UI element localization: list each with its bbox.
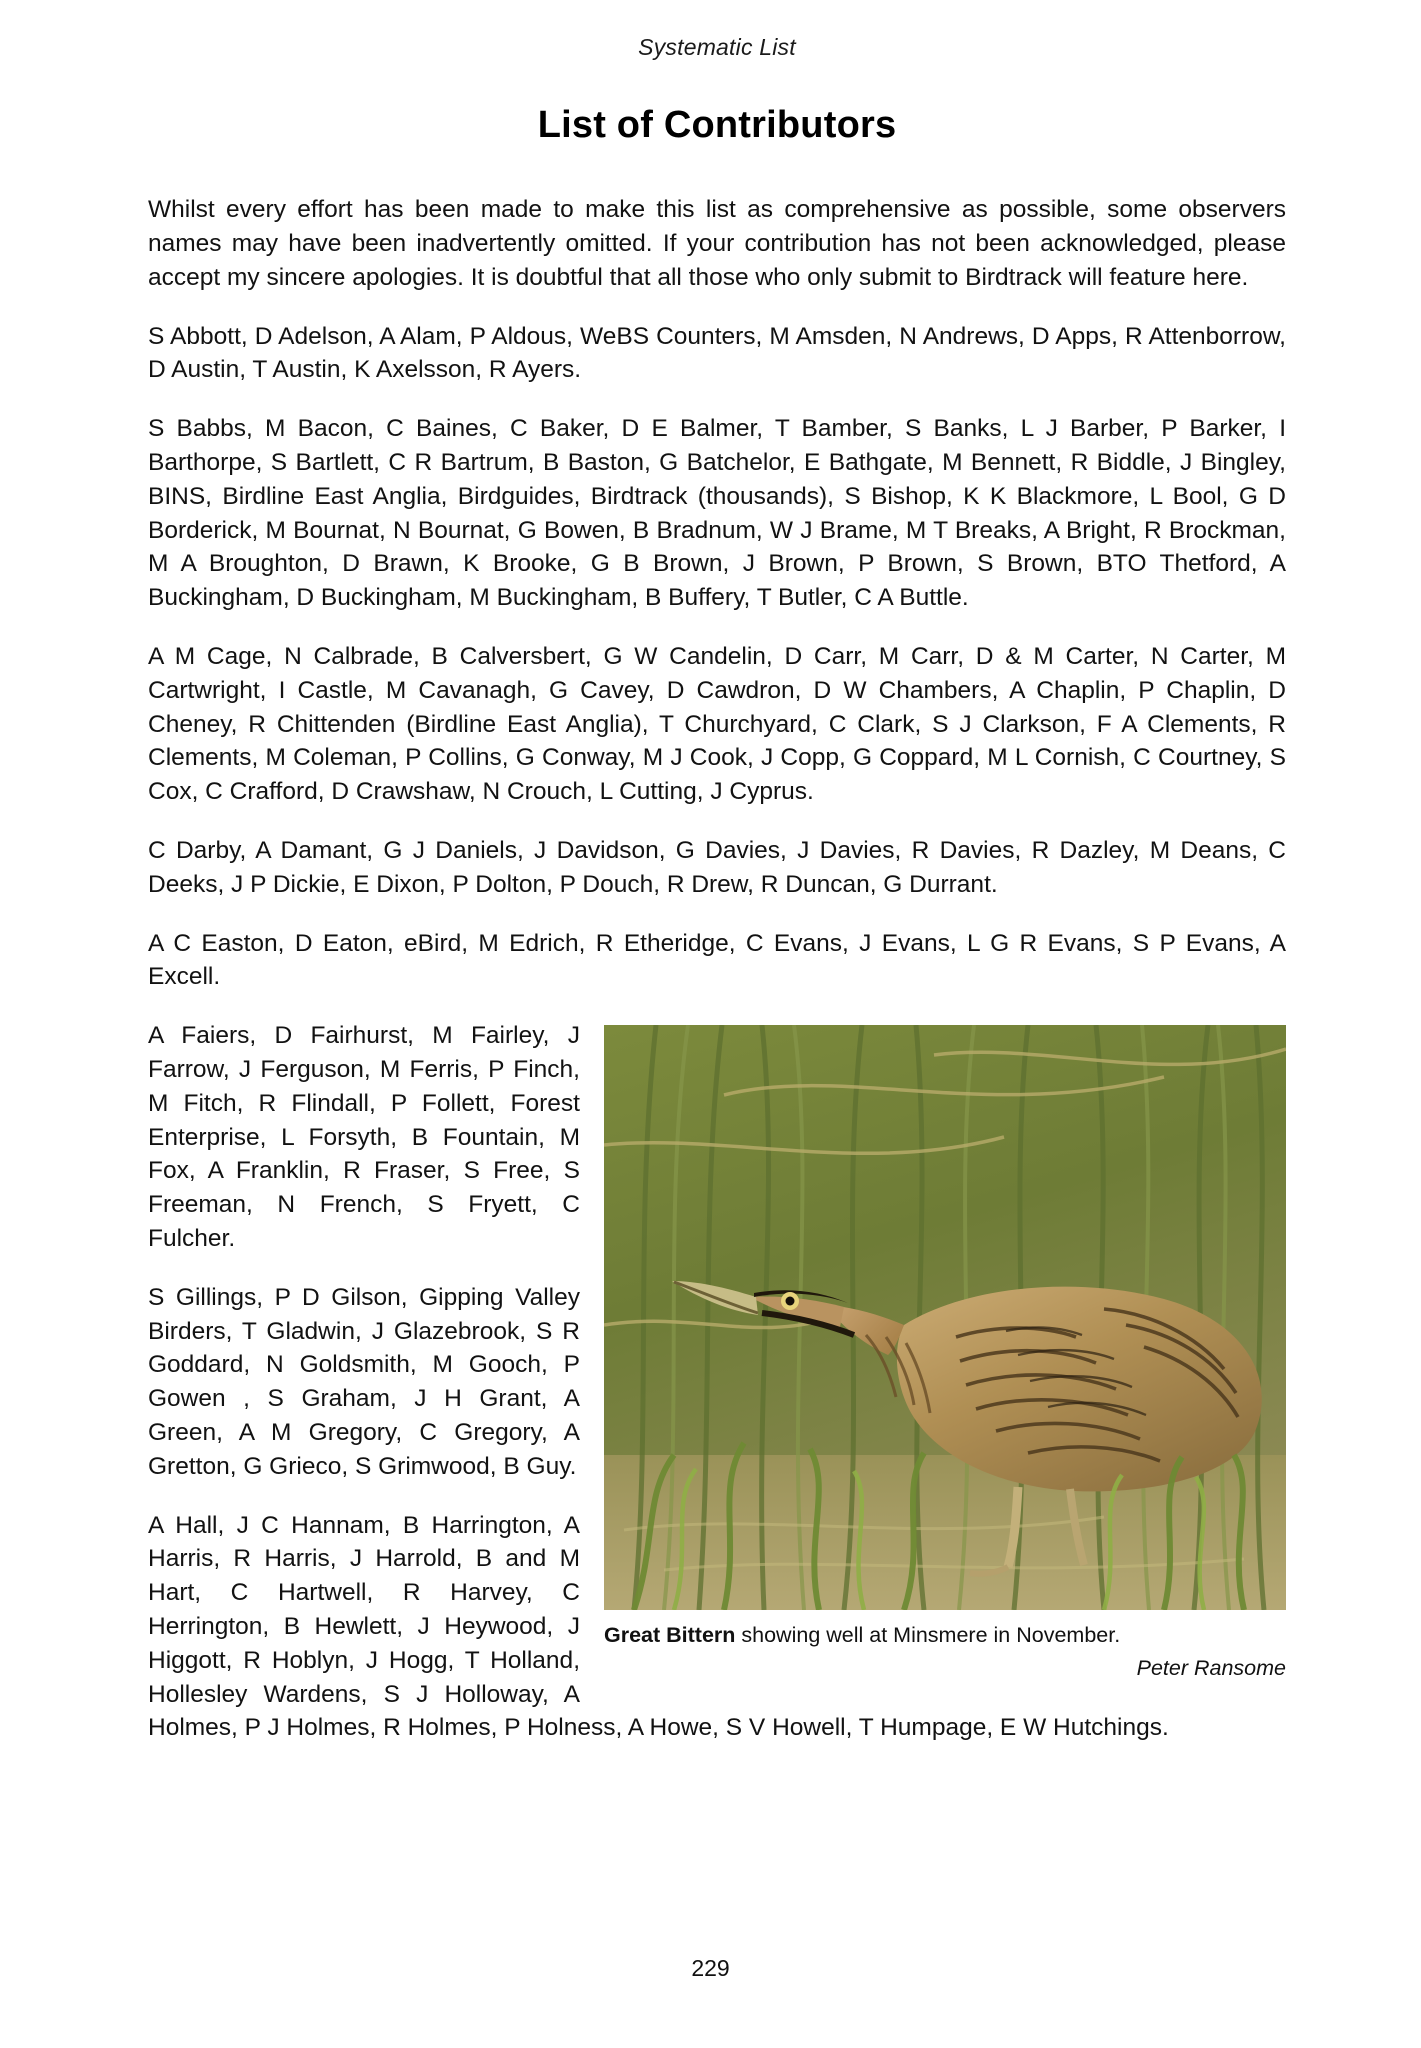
figure-caption-text: showing well at Minsmere in November.	[735, 1623, 1121, 1648]
figure-photo-credit: Peter Ransome	[1136, 1656, 1286, 1681]
intro-paragraph: Whilst every effort has been made to make this list as comprehensive as possible, some observers names may have been inadvertently omitted. If your contribution has not been acknowledged, please accept my sincere apologies. It is doubtful that all those who only submit to Birdtrack will feature here.	[148, 196, 1286, 291]
contributors-paragraph-b: S Babbs, M Bacon, C Baines, C Baker, D E Balmer, T Bamber, S Banks, L J Barber, P Barker, I Barthorpe, S Bartlett, C R Bartrum, B Baston, G Batchelor, E Bathgate, M Bennett, R Biddle, J Bingley, BINS, Birdline East Anglia, Birdguides, Birdtrack (thousands), S Bishop, K K Blackmore, L Bool, G D Borderick, M Bournat, N Bournat, G Bowen, B Bradnum, W J Brame, M T Breaks, A Bright, R Brockman, M A Broughton, D Brawn, K Brooke, G B Brown, J Brown, P Brown, S Brown, BTO Thetford, A Buckingham, D Buckingham, M Buckingham, B Buffery, T Butler, C A Buttle.	[148, 415, 1286, 612]
contributors-paragraph-d: C Darby, A Damant, G J Daniels, J Davidson, G Davies, J Davies, R Davies, R Dazley, M Deans, C Deeks, J P Dickie, E Dixon, P Dolton, P Douch, R Drew, R Duncan, G Durrant.	[148, 837, 1286, 898]
contributors-paragraph-f: A Faiers, D Fairhurst, M Fairley, J Farrow, J Ferguson, M Ferris, P Finch, M Fitch, R Flindall, P Follett, Forest Enterprise, L Forsyth, B Fountain, M Fox, A Franklin, R Fraser, S Free, S Freeman, N French, S Fryett, C Fulcher.	[148, 1022, 580, 1252]
page-title: List of Contributors	[537, 103, 897, 146]
figure-caption-species: Great Bittern	[604, 1623, 736, 1648]
figure-caption	[604, 1621, 1286, 1650]
figure-wrap-region	[148, 1019, 1286, 1745]
page-number: 229	[691, 1955, 730, 1981]
page-content	[148, 34, 1286, 1745]
running-head: Systematic List	[638, 34, 796, 60]
photo-great-bittern	[604, 1025, 1286, 1610]
contributors-paragraph-e: A C Easton, D Eaton, eBird, M Edrich, R Etheridge, C Evans, J Evans, L G R Evans, S P Evans, A Excell.	[148, 929, 1286, 991]
contributors-paragraph-c: A M Cage, N Calbrade, B Calversbert, G W Candelin, D Carr, M Carr, D & M Carter, N Carter, M Cartwright, I Castle, M Cavanagh, G Cavey, D Cawdron, D W Chambers, A Chaplin, P Chaplin, D Cheney, R Chittenden (Birdline East Anglia), T Churchyard, C Clark, S J Clarkson, F A Clements, R Clements, M Coleman, P Collins, G Conway, M J Cook, J Copp, G Coppard, M L Cornish, C Courtney, S Cox, C Crafford, D Crawshaw, N Crouch, L Cutting, J Cyprus.	[148, 643, 1286, 806]
contributors-paragraph-g: S Gillings, P D Gilson, Gipping Valley Birders, T Gladwin, J Glazebrook, S R Goddard, N Goldsmith, M Gooch, P Gowen , S Graham, J H Grant, A Green, A M Gregory, C Gregory, A Gretton, G Grieco, S Grimwood, B Guy.	[148, 1283, 580, 1480]
figure-great-bittern	[604, 1025, 1286, 1681]
contributors-paragraph-h: A Hall, J C Hannam, B Harrington, A Harris, R Harris, J Harrold, B and M Hart, C Hartwell, R Harvey, C Herrington, B Hewlett, J Heywood, J Higgott, R Hoblyn, J Hogg, T Holland, Hollesley Wardens, S J Holloway, A Holmes, P J Holmes, R Holmes, P Holness, A Howe, S V Howell, T Humpage, E W Hutchings.	[148, 1511, 1169, 1742]
contributors-paragraph-a: S Abbott, D Adelson, A Alam, P Aldous, WeBS Counters, M Amsden, N Andrews, D Apps, R Attenborrow, D Austin, T Austin, K Axelsson, R Ayers.	[148, 322, 1286, 384]
